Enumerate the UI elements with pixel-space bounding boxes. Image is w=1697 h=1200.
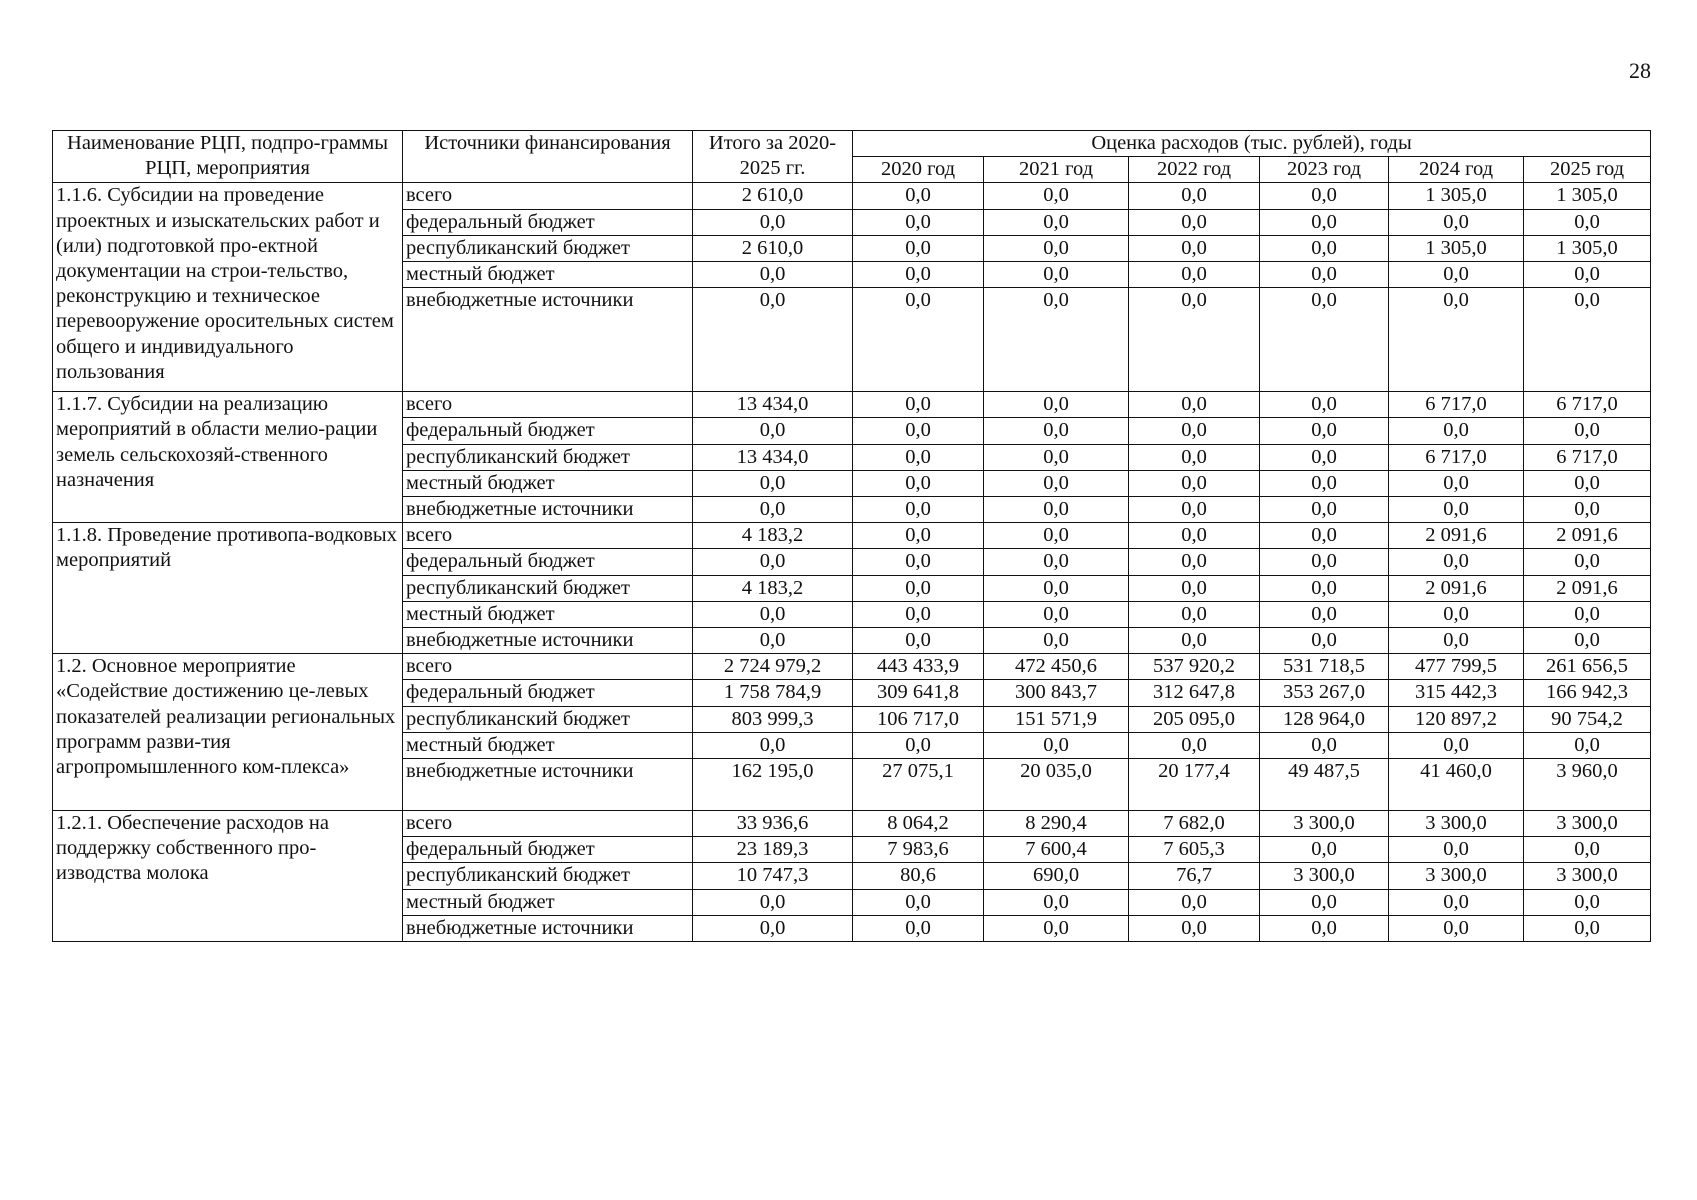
funding-source: внебюджетные источники xyxy=(403,497,693,523)
year-value: 0,0 xyxy=(1260,497,1389,523)
total-value: 0,0 xyxy=(693,497,853,523)
total-value: 23 189,3 xyxy=(693,837,853,863)
year-value: 0,0 xyxy=(1524,889,1651,915)
year-value: 3 300,0 xyxy=(1260,863,1389,889)
year-value: 0,0 xyxy=(1389,418,1524,444)
year-value: 0,0 xyxy=(984,915,1129,941)
header-year-2024: 2024 год xyxy=(1389,157,1524,183)
year-value: 312 647,8 xyxy=(1129,680,1260,706)
year-value: 0,0 xyxy=(1524,837,1651,863)
funding-source: местный бюджет xyxy=(403,889,693,915)
year-value: 0,0 xyxy=(1524,418,1651,444)
year-value: 0,0 xyxy=(1129,915,1260,941)
year-value: 0,0 xyxy=(1260,601,1389,627)
header-sources: Источники финансирования xyxy=(403,131,693,183)
year-value: 0,0 xyxy=(1260,915,1389,941)
year-value: 3 300,0 xyxy=(1389,863,1524,889)
funding-source: внебюджетные источники xyxy=(403,288,693,392)
year-value: 0,0 xyxy=(1524,601,1651,627)
year-value: 0,0 xyxy=(1260,209,1389,235)
funding-source: всего xyxy=(403,654,693,680)
funding-source: республиканский бюджет xyxy=(403,575,693,601)
funding-source: республиканский бюджет xyxy=(403,706,693,732)
year-value: 20 035,0 xyxy=(984,759,1129,811)
year-value: 0,0 xyxy=(984,444,1129,470)
total-value: 803 999,3 xyxy=(693,706,853,732)
page-number: 28 xyxy=(1629,58,1651,83)
funding-source: местный бюджет xyxy=(403,732,693,758)
year-value: 2 091,6 xyxy=(1389,575,1524,601)
year-value: 0,0 xyxy=(1260,183,1389,209)
year-value: 0,0 xyxy=(1129,418,1260,444)
year-value: 0,0 xyxy=(853,235,984,261)
total-value: 0,0 xyxy=(693,915,853,941)
year-value: 353 267,0 xyxy=(1260,680,1389,706)
year-value: 0,0 xyxy=(1524,209,1651,235)
year-value: 0,0 xyxy=(1129,601,1260,627)
year-value: 1 305,0 xyxy=(1524,235,1651,261)
table-row xyxy=(53,654,1651,680)
year-value: 2 091,6 xyxy=(1389,523,1524,549)
year-value: 0,0 xyxy=(853,523,984,549)
year-value: 0,0 xyxy=(1389,732,1524,758)
funding-source: федеральный бюджет xyxy=(403,418,693,444)
year-value: 0,0 xyxy=(984,889,1129,915)
table-row xyxy=(53,523,1651,549)
year-value: 0,0 xyxy=(984,523,1129,549)
activity-name: 1.1.7. Субсидии на реализацию мероприятий в области мелио-рации земель сельскохозяй-ственного назначения xyxy=(53,392,403,523)
year-value: 2 091,6 xyxy=(1524,575,1651,601)
year-value: 531 718,5 xyxy=(1260,654,1389,680)
header-year-2023: 2023 год xyxy=(1260,157,1389,183)
year-value: 0,0 xyxy=(1129,732,1260,758)
year-value: 2 091,6 xyxy=(1524,523,1651,549)
year-value: 0,0 xyxy=(853,209,984,235)
year-value: 0,0 xyxy=(1389,628,1524,654)
year-value: 0,0 xyxy=(853,549,984,575)
year-value: 477 799,5 xyxy=(1389,654,1524,680)
year-value: 0,0 xyxy=(1524,288,1651,392)
year-value: 0,0 xyxy=(853,392,984,418)
year-value: 0,0 xyxy=(853,470,984,496)
total-value: 0,0 xyxy=(693,601,853,627)
year-value: 0,0 xyxy=(853,497,984,523)
year-value: 0,0 xyxy=(1129,470,1260,496)
year-value: 0,0 xyxy=(1389,837,1524,863)
total-value: 2 610,0 xyxy=(693,235,853,261)
year-value: 0,0 xyxy=(1129,497,1260,523)
year-value: 0,0 xyxy=(1260,732,1389,758)
year-value: 261 656,5 xyxy=(1524,654,1651,680)
year-value: 8 290,4 xyxy=(984,811,1129,837)
year-value: 0,0 xyxy=(1389,288,1524,392)
year-value: 472 450,6 xyxy=(984,654,1129,680)
year-value: 0,0 xyxy=(984,601,1129,627)
year-value: 0,0 xyxy=(1389,209,1524,235)
year-value: 0,0 xyxy=(1129,889,1260,915)
year-value: 7 682,0 xyxy=(1129,811,1260,837)
year-value: 0,0 xyxy=(853,601,984,627)
table-row xyxy=(53,811,1651,837)
year-value: 80,6 xyxy=(853,863,984,889)
year-value: 76,7 xyxy=(1129,863,1260,889)
year-value: 0,0 xyxy=(1129,235,1260,261)
year-value: 0,0 xyxy=(1260,889,1389,915)
year-value: 7 983,6 xyxy=(853,837,984,863)
year-value: 537 920,2 xyxy=(1129,654,1260,680)
funding-source: всего xyxy=(403,392,693,418)
funding-source: внебюджетные источники xyxy=(403,915,693,941)
total-value: 0,0 xyxy=(693,470,853,496)
funding-source: всего xyxy=(403,183,693,209)
year-value: 0,0 xyxy=(1129,523,1260,549)
year-value: 3 300,0 xyxy=(1260,811,1389,837)
funding-source: всего xyxy=(403,811,693,837)
year-value: 0,0 xyxy=(853,444,984,470)
header-estimate: Оценка расходов (тыс. рублей), годы xyxy=(853,131,1651,157)
year-value: 1 305,0 xyxy=(1524,183,1651,209)
total-value: 0,0 xyxy=(693,288,853,392)
year-value: 690,0 xyxy=(984,863,1129,889)
header-year-2020: 2020 год xyxy=(853,157,984,183)
total-value: 4 183,2 xyxy=(693,523,853,549)
year-value: 0,0 xyxy=(1260,575,1389,601)
year-value: 0,0 xyxy=(984,209,1129,235)
year-value: 0,0 xyxy=(1389,549,1524,575)
table-row xyxy=(53,392,1651,418)
year-value: 0,0 xyxy=(1260,235,1389,261)
year-value: 6 717,0 xyxy=(1524,444,1651,470)
year-value: 3 300,0 xyxy=(1389,811,1524,837)
year-value: 0,0 xyxy=(1389,601,1524,627)
activity-name: 1.2.1. Обеспечение расходов на поддержку собственного про-изводства молока xyxy=(53,811,403,942)
year-value: 1 305,0 xyxy=(1389,235,1524,261)
year-value: 0,0 xyxy=(984,470,1129,496)
funding-source: внебюджетные источники xyxy=(403,759,693,811)
year-value: 0,0 xyxy=(1524,497,1651,523)
year-value: 120 897,2 xyxy=(1389,706,1524,732)
funding-source: всего xyxy=(403,523,693,549)
year-value: 0,0 xyxy=(1389,470,1524,496)
total-value: 0,0 xyxy=(693,889,853,915)
year-value: 0,0 xyxy=(1389,262,1524,288)
funding-source: федеральный бюджет xyxy=(403,549,693,575)
year-value: 0,0 xyxy=(1524,262,1651,288)
year-value: 0,0 xyxy=(1524,732,1651,758)
header-name: Наименование РЦП, подпро-граммы РЦП, мероприятия xyxy=(53,131,403,183)
total-value: 162 195,0 xyxy=(693,759,853,811)
year-value: 0,0 xyxy=(984,418,1129,444)
year-value: 0,0 xyxy=(1129,183,1260,209)
year-value: 128 964,0 xyxy=(1260,706,1389,732)
year-value: 0,0 xyxy=(984,235,1129,261)
year-value: 0,0 xyxy=(984,549,1129,575)
year-value: 49 487,5 xyxy=(1260,759,1389,811)
year-value: 0,0 xyxy=(853,915,984,941)
year-value: 443 433,9 xyxy=(853,654,984,680)
year-value: 0,0 xyxy=(853,575,984,601)
funding-source: республиканский бюджет xyxy=(403,863,693,889)
total-value: 0,0 xyxy=(693,628,853,654)
year-value: 106 717,0 xyxy=(853,706,984,732)
year-value: 0,0 xyxy=(984,497,1129,523)
funding-source: республиканский бюджет xyxy=(403,444,693,470)
year-value: 0,0 xyxy=(1260,549,1389,575)
year-value: 0,0 xyxy=(1260,288,1389,392)
year-value: 0,0 xyxy=(853,418,984,444)
year-value: 309 641,8 xyxy=(853,680,984,706)
total-value: 13 434,0 xyxy=(693,392,853,418)
year-value: 3 300,0 xyxy=(1524,863,1651,889)
funding-source: республиканский бюджет xyxy=(403,235,693,261)
funding-source: местный бюджет xyxy=(403,262,693,288)
total-value: 1 758 784,9 xyxy=(693,680,853,706)
total-value: 2 724 979,2 xyxy=(693,654,853,680)
activity-name: 1.2. Основное мероприятие «Содействие достижению це-левых показателей реализации региональных программ разви-тия агропромышленного ком-плекса» xyxy=(53,654,403,811)
year-value: 0,0 xyxy=(1389,915,1524,941)
funding-source: местный бюджет xyxy=(403,470,693,496)
year-value: 6 717,0 xyxy=(1524,392,1651,418)
year-value: 0,0 xyxy=(1129,392,1260,418)
year-value: 41 460,0 xyxy=(1389,759,1524,811)
year-value: 0,0 xyxy=(1524,628,1651,654)
table-header xyxy=(53,131,1651,183)
total-value: 0,0 xyxy=(693,549,853,575)
header-total: Итого за 2020-2025 гг. xyxy=(693,131,853,183)
year-value: 1 305,0 xyxy=(1389,183,1524,209)
year-value: 0,0 xyxy=(1389,889,1524,915)
year-value: 151 571,9 xyxy=(984,706,1129,732)
year-value: 0,0 xyxy=(1260,628,1389,654)
funding-source: федеральный бюджет xyxy=(403,837,693,863)
table-row xyxy=(53,183,1651,209)
funding-source: федеральный бюджет xyxy=(403,209,693,235)
year-value: 90 754,2 xyxy=(1524,706,1651,732)
year-value: 0,0 xyxy=(1129,628,1260,654)
year-value: 0,0 xyxy=(1260,523,1389,549)
header-year-2021: 2021 год xyxy=(984,157,1129,183)
year-value: 0,0 xyxy=(1389,497,1524,523)
year-value: 27 075,1 xyxy=(853,759,984,811)
year-value: 0,0 xyxy=(853,183,984,209)
year-value: 6 717,0 xyxy=(1389,444,1524,470)
year-value: 0,0 xyxy=(984,288,1129,392)
year-value: 0,0 xyxy=(984,392,1129,418)
year-value: 0,0 xyxy=(1260,392,1389,418)
year-value: 0,0 xyxy=(1524,915,1651,941)
year-value: 0,0 xyxy=(1129,575,1260,601)
funding-source: местный бюджет xyxy=(403,601,693,627)
year-value: 0,0 xyxy=(984,732,1129,758)
year-value: 300 843,7 xyxy=(984,680,1129,706)
activity-name: 1.1.6. Субсидии на проведение проектных и изыскательских работ и (или) подготовкой про-ектной документации на строи-тельство, реконструкцию и техническое перевооружение оросительных систем общего и индивидуального пользования xyxy=(53,183,403,392)
year-value: 7 600,4 xyxy=(984,837,1129,863)
year-value: 0,0 xyxy=(1524,549,1651,575)
header-year-2022: 2022 год xyxy=(1129,157,1260,183)
year-value: 7 605,3 xyxy=(1129,837,1260,863)
year-value: 0,0 xyxy=(984,183,1129,209)
year-value: 0,0 xyxy=(984,628,1129,654)
year-value: 0,0 xyxy=(984,262,1129,288)
total-value: 2 610,0 xyxy=(693,183,853,209)
year-value: 0,0 xyxy=(1260,262,1389,288)
year-value: 0,0 xyxy=(1260,837,1389,863)
funding-source: федеральный бюджет xyxy=(403,680,693,706)
year-value: 0,0 xyxy=(853,262,984,288)
year-value: 6 717,0 xyxy=(1389,392,1524,418)
year-value: 0,0 xyxy=(1129,288,1260,392)
total-value: 4 183,2 xyxy=(693,575,853,601)
year-value: 0,0 xyxy=(1260,470,1389,496)
year-value: 315 442,3 xyxy=(1389,680,1524,706)
year-value: 0,0 xyxy=(1129,444,1260,470)
total-value: 13 434,0 xyxy=(693,444,853,470)
total-value: 0,0 xyxy=(693,732,853,758)
year-value: 0,0 xyxy=(853,732,984,758)
year-value: 0,0 xyxy=(1129,209,1260,235)
year-value: 0,0 xyxy=(853,288,984,392)
year-value: 0,0 xyxy=(853,889,984,915)
year-value: 0,0 xyxy=(1260,418,1389,444)
year-value: 3 960,0 xyxy=(1524,759,1651,811)
table-body xyxy=(53,183,1651,942)
year-value: 0,0 xyxy=(1260,444,1389,470)
year-value: 0,0 xyxy=(1524,470,1651,496)
budget-table xyxy=(52,130,1651,942)
year-value: 8 064,2 xyxy=(853,811,984,837)
year-value: 0,0 xyxy=(1129,549,1260,575)
total-value: 10 747,3 xyxy=(693,863,853,889)
year-value: 0,0 xyxy=(1129,262,1260,288)
year-value: 205 095,0 xyxy=(1129,706,1260,732)
total-value: 0,0 xyxy=(693,262,853,288)
header-year-2025: 2025 год xyxy=(1524,157,1651,183)
total-value: 0,0 xyxy=(693,418,853,444)
year-value: 0,0 xyxy=(853,628,984,654)
year-value: 166 942,3 xyxy=(1524,680,1651,706)
total-value: 0,0 xyxy=(693,209,853,235)
year-value: 0,0 xyxy=(984,575,1129,601)
year-value: 3 300,0 xyxy=(1524,811,1651,837)
year-value: 20 177,4 xyxy=(1129,759,1260,811)
total-value: 33 936,6 xyxy=(693,811,853,837)
funding-source: внебюджетные источники xyxy=(403,628,693,654)
activity-name: 1.1.8. Проведение противопа-водковых мероприятий xyxy=(53,523,403,654)
